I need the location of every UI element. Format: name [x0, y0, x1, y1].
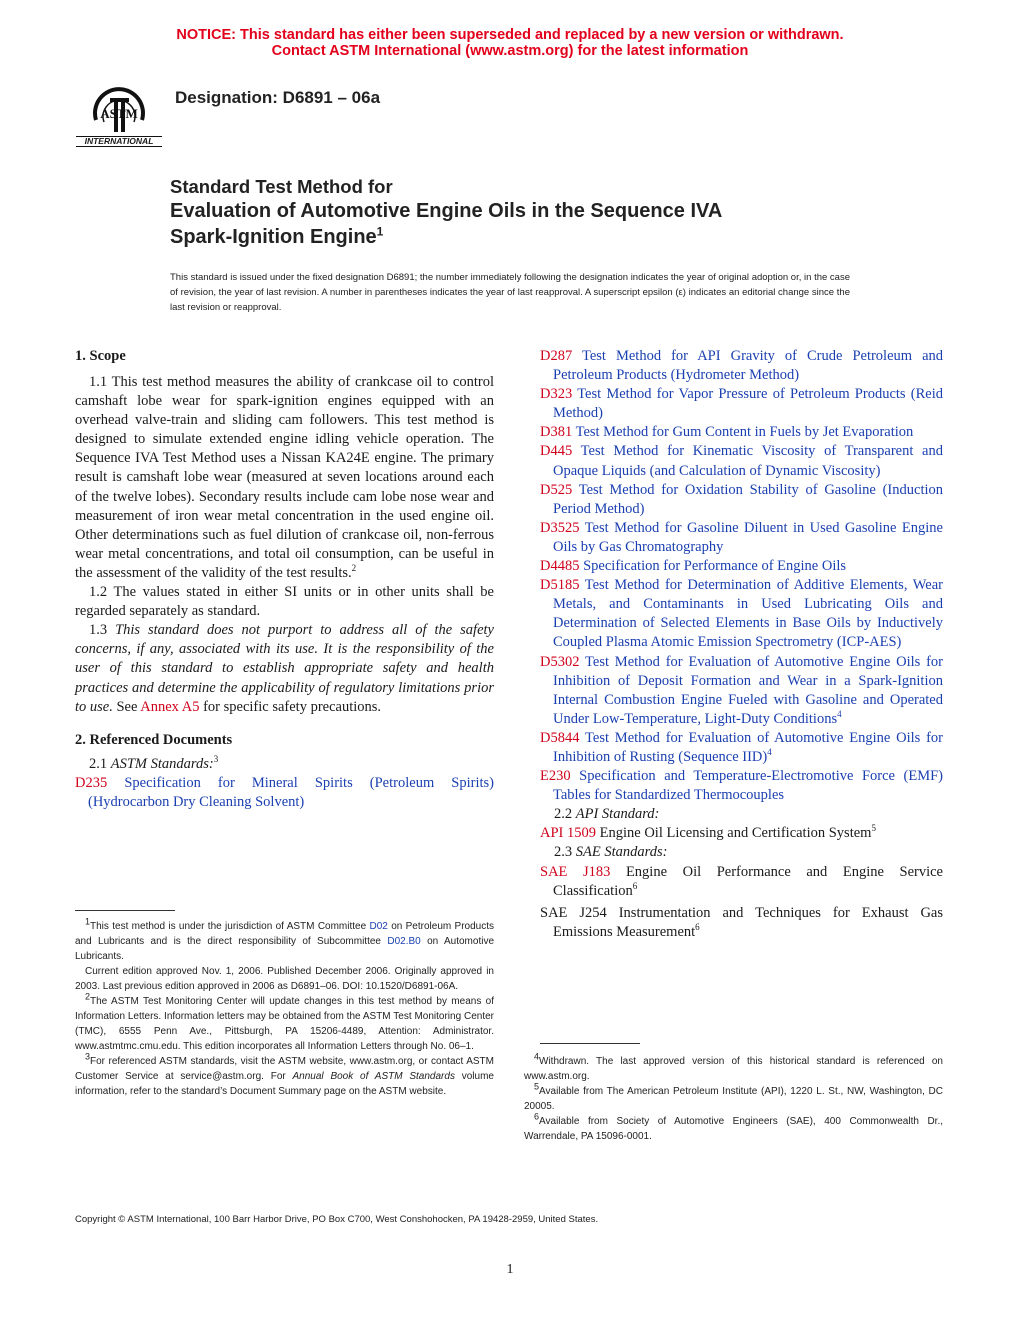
reference-d4485 [540, 557, 943, 576]
footnote-ref-5: 5 [871, 823, 876, 834]
referenced-documents-heading: 2. Referenced Documents [75, 731, 233, 748]
reference-code-sae-j254: SAE J254 [540, 904, 607, 921]
reference-code-api-1509[interactable]: API 1509 [540, 825, 596, 842]
footnote-6-text: Available from Society of Automotive Engineers (SAE), 400 Commonwealth Dr., Warrendale, PA 15096-0001. [524, 1116, 943, 1142]
footnote-3-italic: Annual Book of ASTM Standards [292, 1071, 455, 1082]
paragraph-1-2: 1.2 The values stated in either SI units or in other units shall be regarded separately as standard. [75, 584, 494, 620]
reference-code[interactable]: D5185 [540, 577, 580, 594]
paragraph-1-1 [75, 373, 494, 583]
title-footnote-mark: 1 [376, 224, 384, 239]
footnotes-right [524, 1051, 943, 1144]
paragraph-2-3 [540, 843, 943, 862]
footnote-ref-6: 6 [695, 921, 700, 932]
paragraph-2-1-num: 2.1 [89, 755, 108, 772]
paragraph-2-1 [75, 755, 494, 774]
subcommittee-d02-b0-link[interactable]: D02.B0 [387, 936, 421, 947]
paragraph-1-3-num: 1.3 [89, 622, 108, 639]
issue-note: This standard is issued under the fixed designation D6891; the number immediately following the designation indicates the year of original adoption or, in the case of revision, the year of last revision. A number in parentheses indicates the year of last reapproval. A superscript epsilon (ε) indicates an editorial change since the last revision or reapproval. [170, 272, 850, 313]
reference-code[interactable]: E230 [540, 768, 571, 785]
footnote-2-text: The ASTM Test Monitoring Center will update changes in this test method by means of Information Letters. Information letters may be obtained from the ASTM Test Monitoring Center (TMC), 6555 Penn Ave., Pittsburgh, PA 15206-4489, Attention: Administrator. www.astmtmc.cmu.edu. This edition incorporates all Information Letters through No. 06–1. [75, 996, 494, 1052]
reference-d3525 [540, 519, 943, 557]
reference-d5844 [540, 729, 943, 767]
paragraph-1-1-text: 1.1 This test method measures the ability of crankcase oil to control camshaft lobe wear for spark-ignition engines equipped with an overhead valve-train and sliding cam followers. This test method is designed to simulate extended engine idling vehicle operation. The Sequence IVA Test Method uses a Nissan KA24E engine. The primary result is camshaft lobe wear (measured at seven locations around each of the twelve lobes). Secondary results include cam lobe nose wear and measurement of iron wear metal concentration in the used engine oil. Other determinations such as fuel dilution of crankcase oil, non-ferrous wear metal concentrations, and total oil consumption, can be useful in the assessment of the validity of the test results. [75, 374, 494, 581]
footnote-3-text-a: For referenced ASTM standards, visit the ASTM website, www.astm.org, or contact ASTM Customer Service at service@astm.org. For [75, 1056, 494, 1082]
committee-d02-link[interactable]: D02 [369, 921, 388, 932]
reference-d525 [540, 481, 943, 519]
reference-e230 [540, 767, 943, 805]
reference-code[interactable]: D445 [540, 443, 573, 460]
footnote-divider-right [540, 1043, 640, 1044]
footnote-1 [75, 916, 495, 964]
page-number: 1 [506, 1262, 514, 1277]
withdrawal-notice [0, 27, 1020, 59]
safety-statement: This standard does not purport to address all of the safety concerns, if any, associated with its use. It is the responsibility of the user of this standard to establish appropriate safety and health practices and determine the applicability of regulatory limitations prior to use. [75, 622, 494, 715]
footnote-1-text-b: on Petroleum Products and Lubricants and is the direct responsibility of Subcommittee [75, 921, 494, 947]
scope-heading: 1. Scope [75, 348, 126, 364]
reference-title[interactable]: Test Method for Evaluation of Automotive Engine Oils for Inhibition of Deposit Formation and Wear in a Spark-Ignition Internal Combustion Engine Fueled with Gasoline and Operated Under Low-Temperature, Light-Duty Conditions [553, 653, 944, 727]
reference-code[interactable]: D4485 [540, 558, 580, 575]
notice-line-1: NOTICE: This standard has either been superseded and replaced by a new version or withdrawn. [176, 27, 844, 43]
reference-title[interactable]: Test Method for API Gravity of Crude Petroleum and Petroleum Products (Hydrometer Method) [553, 348, 943, 384]
footnote-4-mark: 4 [534, 1051, 540, 1062]
annex-a5-link[interactable]: Annex A5 [140, 698, 200, 715]
reference-d287 [540, 347, 943, 385]
footnote-divider-left [75, 910, 175, 911]
reference-code-sae-j183[interactable]: SAE J183 [540, 863, 611, 880]
title-line-2: Evaluation of Automotive Engine Oils in the Sequence IVA [170, 200, 723, 222]
footnote-5 [524, 1081, 943, 1114]
footnote-5-mark: 5 [534, 1081, 540, 1092]
footnotes-left [75, 916, 495, 1099]
reference-title[interactable]: Test Method for Vapor Pressure of Petroleum Products (Reid Method) [553, 386, 943, 422]
sae-standards-label: SAE Standards: [575, 844, 668, 861]
reference-d5302 [540, 653, 943, 729]
reference-code[interactable]: D287 [540, 348, 573, 364]
api-standard-label: API Standard: [575, 806, 660, 823]
reference-d381 [540, 423, 943, 442]
see-text: See [116, 698, 138, 715]
footnote-3 [75, 1051, 494, 1099]
footnote-6 [524, 1111, 943, 1144]
reference-title-d235[interactable]: Specification for Mineral Spirits (Petroleum Spirits) (Hydrocarbon Dry Cleaning Solvent) [88, 774, 494, 810]
reference-code[interactable]: D323 [540, 386, 573, 403]
footnote-3-mark: 3 [85, 1051, 91, 1062]
logo-subtext: INTERNATIONAL [76, 136, 162, 147]
reference-title[interactable]: Specification and Temperature-Electromotive Force (EMF) Tables for Standardized Thermocouples [553, 768, 943, 804]
reference-title[interactable]: Test Method for Kinematic Viscosity of Transparent and Opaque Liquids (and Calculation of Dynamic Viscosity) [553, 443, 943, 479]
reference-title[interactable]: Test Method for Gasoline Diluent in Used Gasoline Engine Oils by Gas Chromatography [553, 519, 943, 555]
footnote-1-mark: 1 [85, 916, 91, 927]
footnote-ref-2: 2 [351, 563, 357, 574]
footnote-2-mark: 2 [85, 991, 91, 1002]
logo-letters: ASTM [100, 106, 138, 121]
designation: Designation: D6891 – 06a [175, 88, 381, 107]
document-title [170, 176, 950, 250]
footnote-1-text-c: on Automotive Lubricants. [75, 936, 495, 962]
reference-code-d235[interactable]: D235 [75, 774, 108, 791]
notice-line-2: Contact ASTM International (www.astm.org) for the latest information [271, 43, 749, 59]
left-column [75, 347, 494, 812]
footnote-ref-3: 3 [213, 753, 219, 764]
footnote-5-text: Available from The American Petroleum Institute (API), 1220 L. St., NW, Washington, DC 20005. [524, 1086, 943, 1112]
reference-code[interactable]: D3525 [540, 519, 580, 536]
reference-title-sae-j183: Engine Oil Performance and Engine Service Classification [553, 863, 943, 899]
footnote-ref-4: 4 [837, 708, 842, 719]
paragraph-2-3-num: 2.3 [554, 844, 573, 861]
reference-code[interactable]: D525 [540, 481, 573, 498]
reference-code[interactable]: D5844 [540, 729, 580, 746]
title-line-3-text: Spark-Ignition Engine [170, 226, 377, 248]
reference-title-sae-j254: Instrumentation and Techniques for Exhaust Gas Emissions Measurement [553, 904, 944, 940]
title-line-1: Standard Test Method for [170, 176, 393, 197]
reference-api-1509 [540, 824, 943, 843]
astm-standards-label: ASTM Standards: [110, 755, 214, 772]
footnote-1-current-edition: Current edition approved Nov. 1, 2006. Published December 2006. Originally approved in 2003. Last previous edition approved in 2006 as D6891–06. DOI: 10.1520/D6891-06A. [75, 966, 494, 992]
reference-title[interactable]: Test Method for Gum Content in Fuels by Jet Evaporation [575, 424, 914, 441]
reference-sae-j183 [540, 863, 943, 901]
footnote-ref-6: 6 [632, 880, 638, 891]
title-line-3 [170, 224, 950, 250]
footnote-ref-4: 4 [767, 747, 772, 758]
footnote-6-mark: 6 [534, 1111, 540, 1122]
reference-title[interactable]: Test Method for Oxidation Stability of Gasoline (Induction Period Method) [553, 481, 943, 517]
paragraph-1-3 [75, 621, 494, 716]
reference-d5185 [540, 576, 943, 652]
right-column [540, 347, 943, 942]
paragraph-1-3-end: for specific safety precautions. [203, 698, 382, 715]
reference-title[interactable]: Specification for Performance of Engine Oils [583, 558, 847, 575]
reference-title[interactable]: Test Method for Determination of Additive Elements, Wear Metals, and Contaminants in Used Lubricating Oils and Determination of Selected Elements in Base Oils by Inductively Coupled Plasma Atomic Emission Spectrometry (ICP-AES) [553, 577, 943, 651]
reference-sae-j254 [540, 904, 943, 942]
reference-d235 [75, 774, 494, 812]
astm-logo [74, 76, 164, 150]
footnote-3-text-b: volume information, refer to the standard’s Document Summary page on the ASTM website. [75, 1071, 494, 1097]
reference-code[interactable]: D381 [540, 424, 573, 441]
reference-title-api-1509: Engine Oil Licensing and Certification System [599, 825, 872, 842]
footnote-2 [75, 991, 494, 1054]
reference-title[interactable]: Test Method for Evaluation of Automotive Engine Oils for Inhibition of Rusting (Sequence IID) [553, 729, 944, 765]
paragraph-2-2-num: 2.2 [554, 806, 573, 823]
footnote-1-text-a: This test method is under the jurisdiction of ASTM Committee [90, 921, 367, 932]
reference-d323 [540, 385, 943, 423]
paragraph-2-2 [540, 805, 943, 824]
footnote-4-text: Withdrawn. The last approved version of this historical standard is referenced on www.astm.org. [524, 1056, 943, 1082]
footnote-4 [524, 1051, 943, 1084]
reference-code[interactable]: D5302 [540, 653, 580, 670]
reference-d445 [540, 442, 943, 480]
copyright: Copyright © ASTM International, 100 Barr Harbor Drive, PO Box C700, West Conshohocken, PA 19428-2959, United States. [75, 1214, 599, 1225]
